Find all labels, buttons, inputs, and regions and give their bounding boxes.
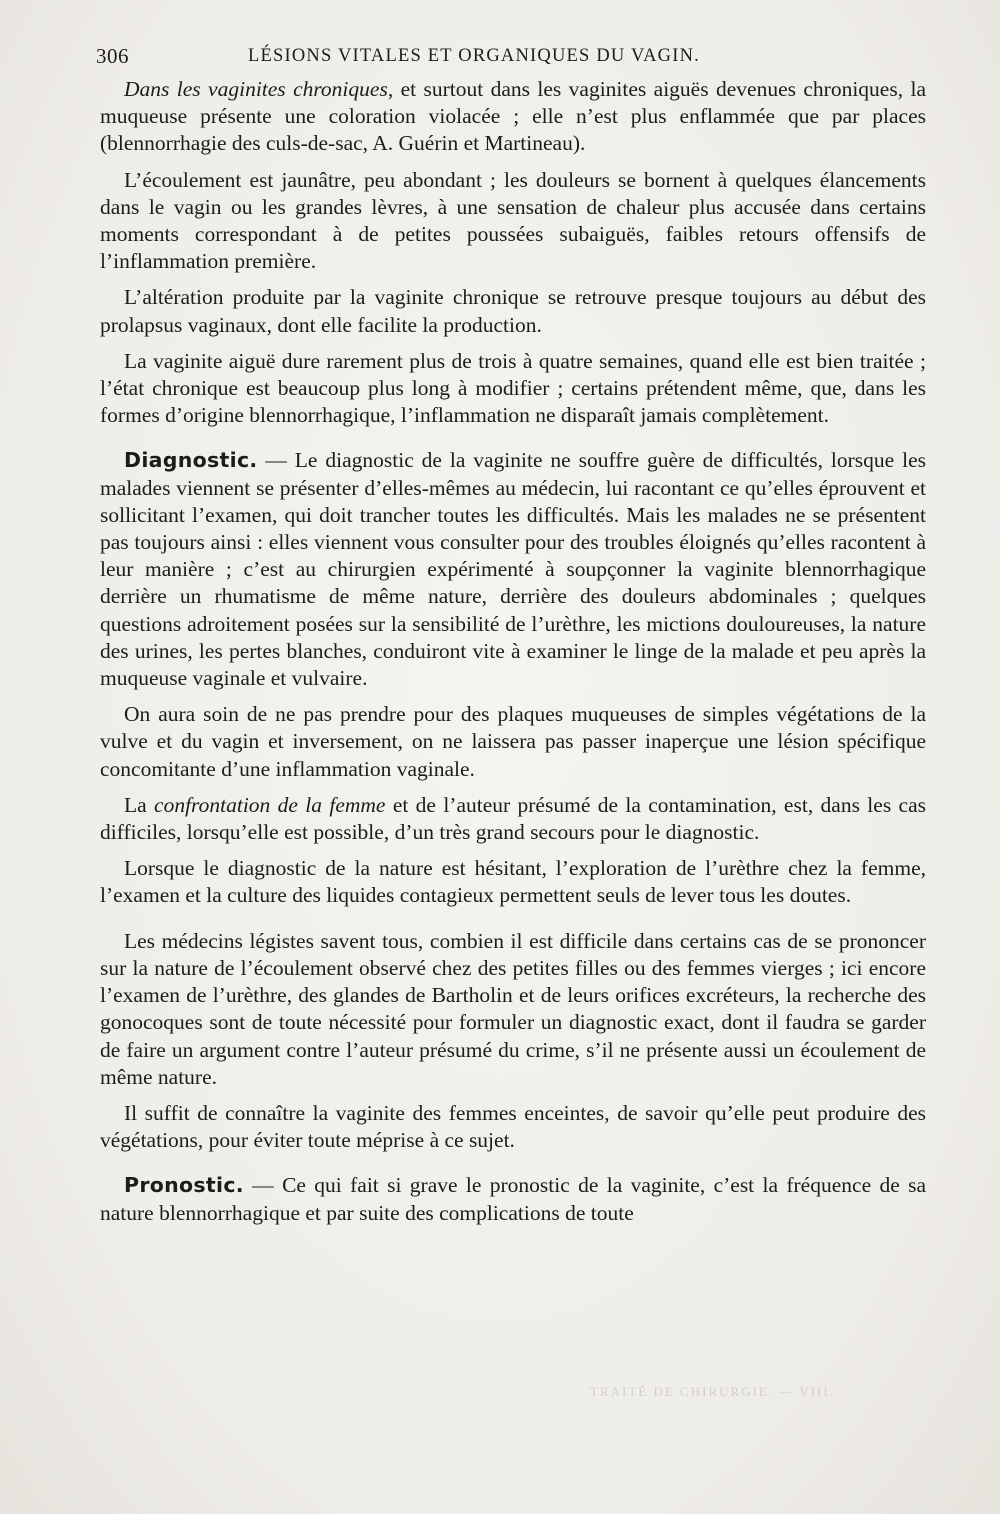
- paragraph-text: et de l’auteur présumé de la contamination, est, dans les cas difficiles, lorsqu’elle est possible, d’un très grand secours pour le diagnostic.: [100, 792, 926, 845]
- section-heading-diagnostic: Diagnostic.: [124, 448, 258, 473]
- main-text: [100, 76, 926, 1227]
- section-heading-pronostic: Pronostic.: [124, 1173, 244, 1198]
- paragraph-urethra-exploration: Lorsque le diagnostic de la nature est hésitant, l’exploration de l’urèthre chez la femme, l’examen et la culture des liquides contagieux permettent seuls de lever tous les doutes.: [100, 856, 926, 908]
- paragraph-text: — Ce qui fait si grave le pronostic de la vaginite, c’est la fréquence de sa nature blennorrhagique et par suite des complications de toute: [100, 1173, 926, 1225]
- page-header: [96, 44, 926, 74]
- paragraph-pronostic: [100, 1172, 926, 1226]
- footer-signature: TRAITÉ DE CHIRURGIE. — VIII.: [590, 1384, 835, 1399]
- paragraph-diagnostic: [100, 447, 926, 692]
- paragraph-alteration: L’altération produite par la vaginite chronique se retrouve presque toujours au début des prolapsus vaginaux, dont elle facilite la production.: [100, 285, 926, 337]
- paragraph-duration: La vaginite aiguë dure rarement plus de trois à quatre semaines, quand elle est bien traitée ; l’état chronique est beaucoup plus long à modifier ; certains prétendent même, que, dans les formes d’origine blennorrhagique, l’inflammation ne disparaît jamais complètement.: [100, 348, 926, 428]
- paragraph-forensic: Les médecins légistes savent tous, combien il est difficile dans certains cas de se prononcer sur la nature de l’écoulement observé chez des petites filles ou des femmes vierges ; ici encore l’examen de l’urèthre, des glandes de Bartholin et de leurs orifices excréteurs, la recherche des gonocoques sont de toute nécessité pour formuler un diagnostic exact, dont il faudra se garder de faire un argument contre l’auteur présumé du crime, s’il ne présente aussi un écoulement de même nature.: [100, 928, 926, 1089]
- italic-phrase: Dans les vaginites chroniques: [124, 77, 388, 101]
- running-title: LÉSIONS VITALES ET ORGANIQUES DU VAGIN.: [248, 46, 700, 66]
- paragraph-text: , et surtout dans les vaginites aiguës devenues chroniques, la muqueuse présente une coloration violacée ; elle n’est plus enflammée que par places (blennorrhagie des culs-de-sac, A. Guérin et Martineau).: [100, 77, 926, 156]
- paragraph-discharge: L’écoulement est jaunâtre, peu abondant ; les douleurs se bornent à quelques élancements dans le vagin ou les grandes lèvres, à une sensation de chaleur plus accusée dans certains moments correspondant à de petites poussées subaiguës, faibles retours offensifs de l’inflammation première.: [100, 167, 926, 274]
- italic-phrase: confrontation de la femme: [154, 792, 386, 817]
- paragraph-confrontation: [100, 792, 926, 846]
- paragraph-text: — Le diagnostic de la vaginite ne souffre guère de difficultés, lorsque les malades viennent se présenter d’elles-mêmes au médecin, lui racontant ce qu’elles éprouvent et sollicitant l’examen, qui doit trancher toutes les difficultés. Mais les malades ne se présentent pas toujours ainsi : elles viennent vous consulter pour des troubles éloignés qu’elles racontent à leur manière ; c’est au chirurgien expérimenté à soupçonner la vaginite blennorrhagique derrière un rhumatisme de même nature, derrière des douleurs abdominales ; quelques questions adroitement posées sur la sensibilité de l’urèthre, les mictions douloureuses, la nature des urines, les pertes blanches, conduiront vite à examiner le linge de la malade et peu après la muqueuse vaginale et vulvaire.: [100, 448, 926, 691]
- paragraph-text: La: [124, 792, 155, 817]
- paragraph-pregnancy: Il suffit de connaître la vaginite des femmes enceintes, de savoir qu’elle peut produire des végétations, pour éviter toute méprise à ce sujet.: [100, 1100, 926, 1153]
- page-number: 306: [96, 44, 129, 68]
- paragraph-chronic-vaginitis: [100, 76, 926, 158]
- paragraph-mucous-plaques: On aura soin de ne pas prendre pour des plaques muqueuses de simples végétations de la vulve et du vagin et inversement, on ne laissera pas passer inaperçue une lésion spécifique concomitante d’une inflammation vaginale.: [100, 702, 926, 781]
